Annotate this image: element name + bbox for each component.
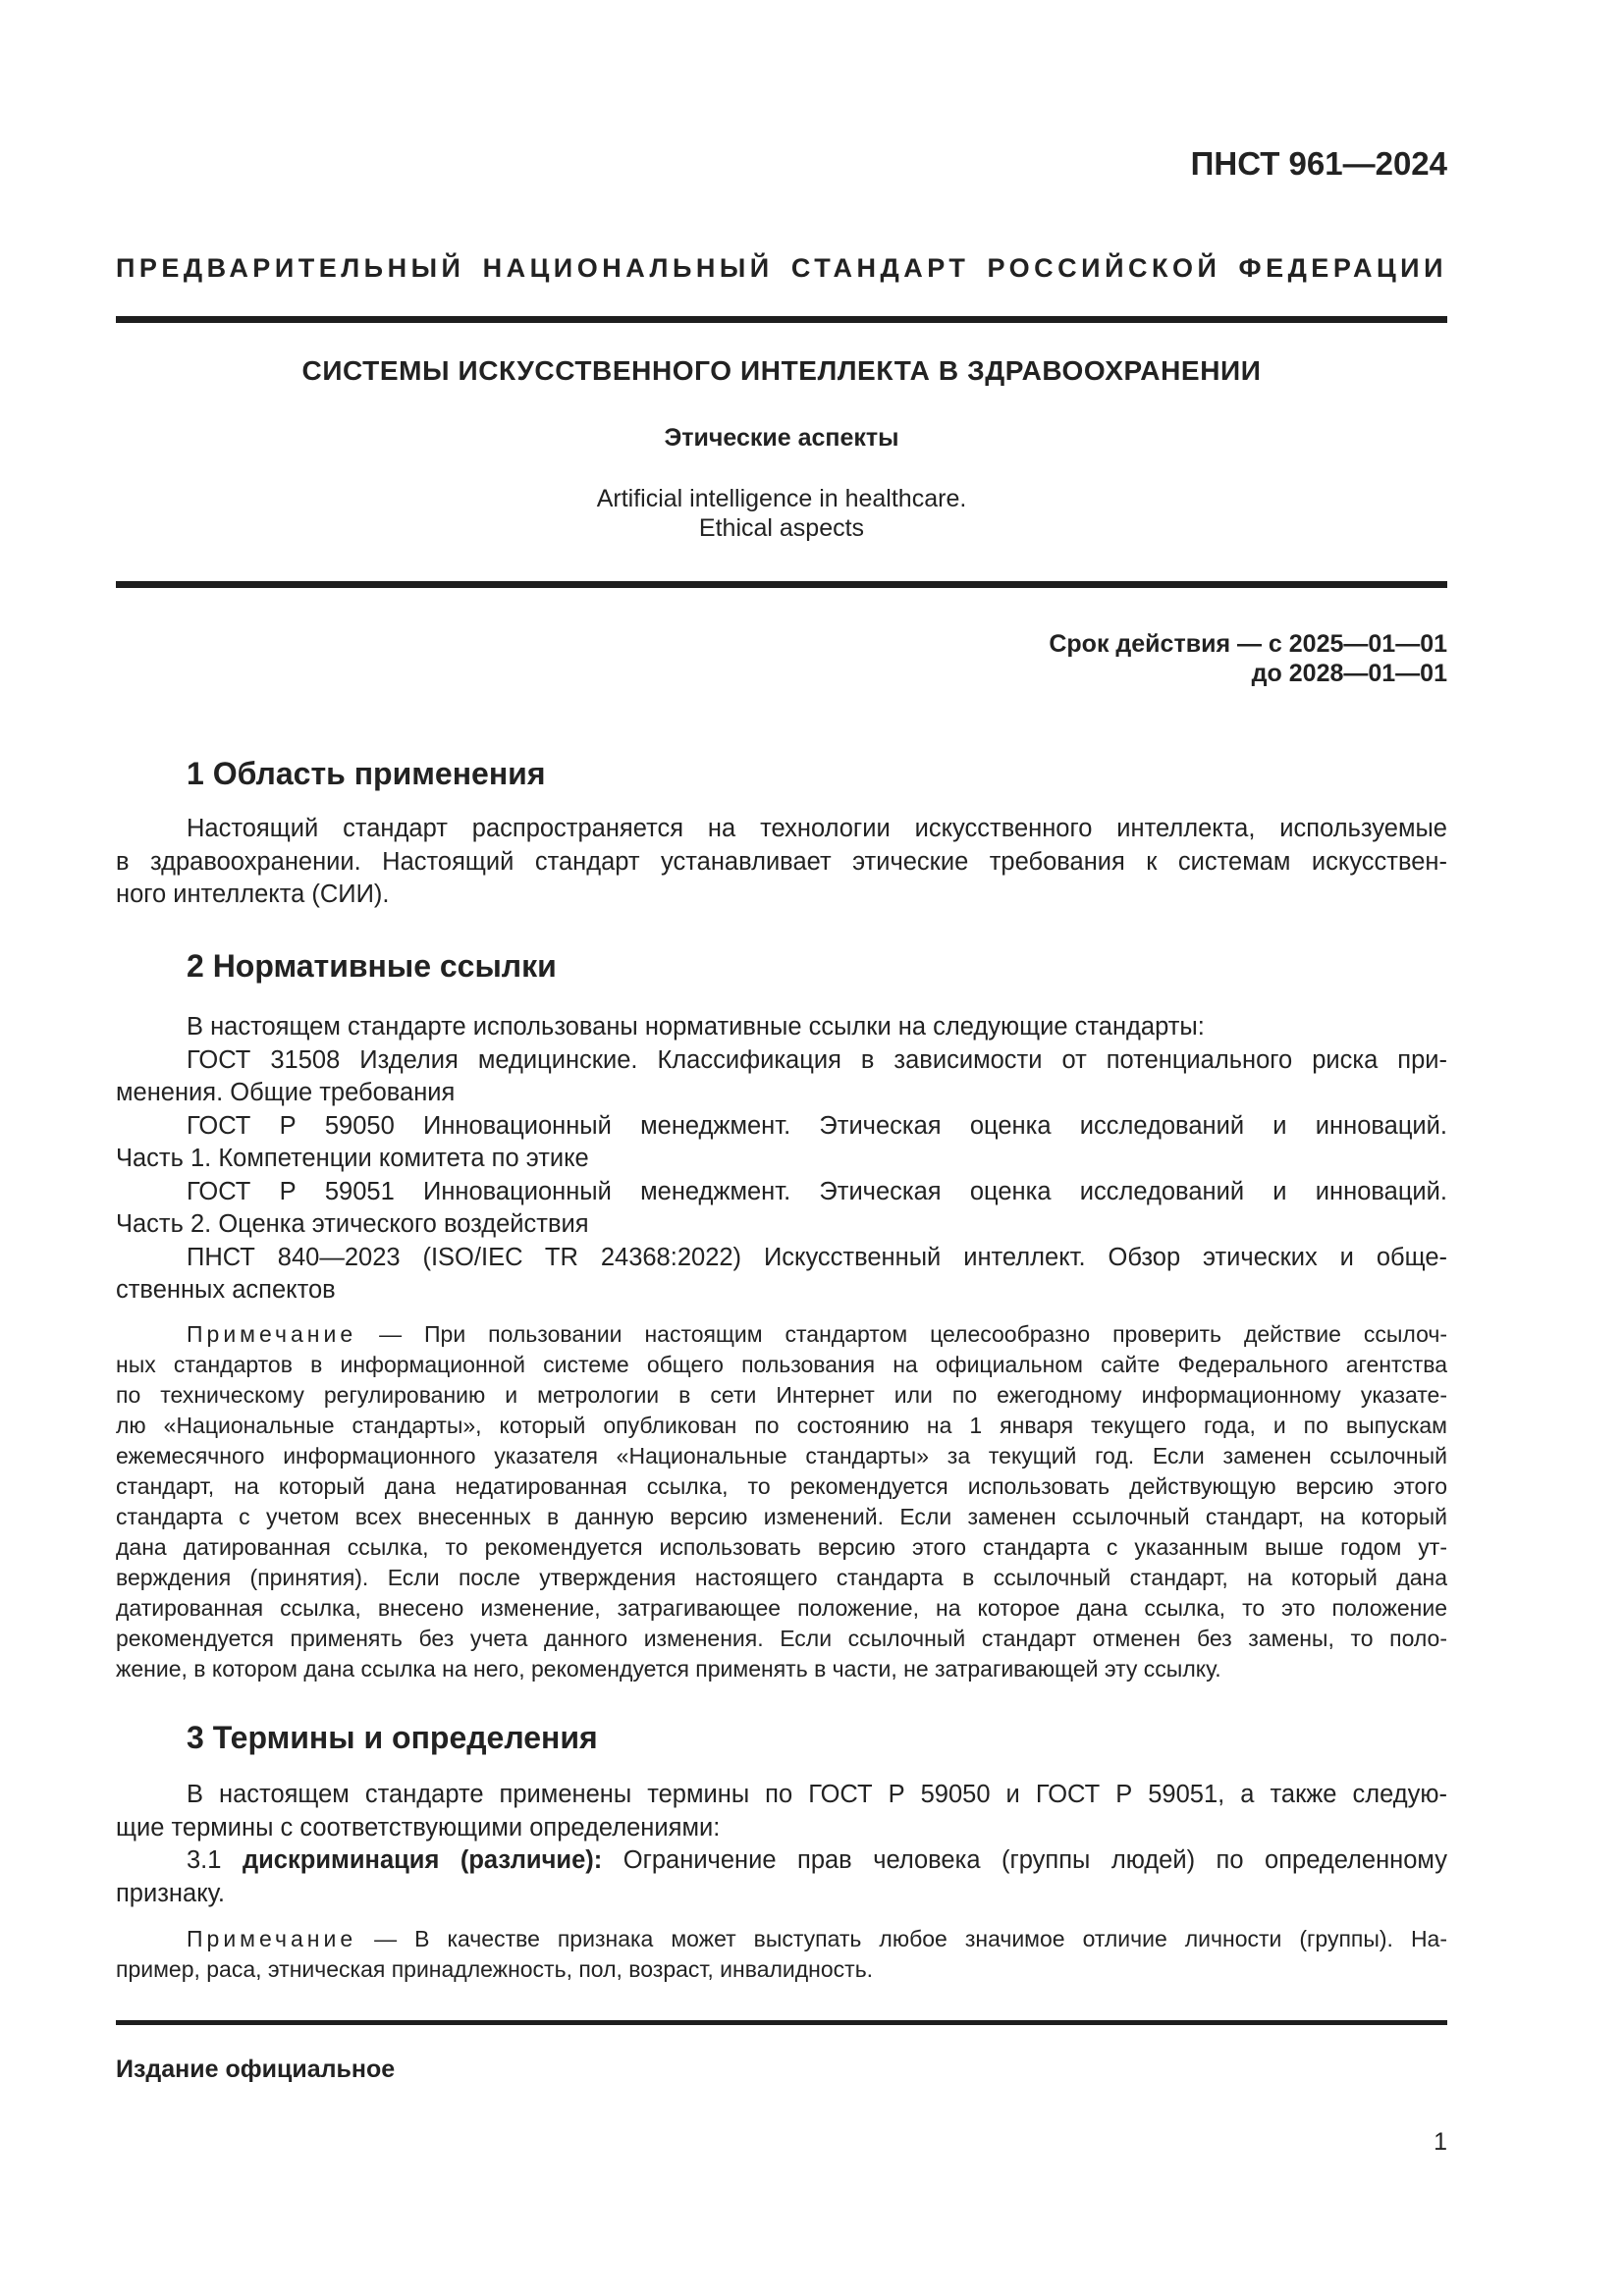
text-line: ГОСТ 31508 Изделия медицинские. Классификация в зависимости от потенциального риска при- <box>187 1045 1447 1074</box>
text-line: щие термины с соответствующими определениями: <box>116 1813 721 1842</box>
note-line: дана датированная ссылка, то рекомендуется использовать версию этого стандарта с указанным выше годом ут- <box>116 1534 1447 1560</box>
note-line: пример, раса, этническая принадлежность, пол, возраст, инвалидность. <box>116 1956 874 1982</box>
text-line: Часть 2. Оценка этического воздействия <box>116 1210 589 1238</box>
note-line: рекомендуется применять без учета данного изменения. Если ссылочный стандарт отменен без замены, то поло- <box>116 1626 1447 1651</box>
top-rule <box>116 316 1447 323</box>
title-en-line-1: Artificial intelligence in healthcare. <box>596 485 967 512</box>
section-2-note <box>116 1319 1447 1684</box>
note-label: Примечание <box>187 1926 357 1951</box>
page-number: 1 <box>1434 2128 1447 2156</box>
note-line: стандарт, на который дана недатированная ссылка, то рекомендуется использовать действующую версию этого <box>116 1473 1447 1499</box>
validity-from: Срок действия — с 2025—01—01 <box>1049 630 1447 658</box>
text-line: ственных аспектов <box>116 1276 336 1304</box>
text-line: Часть 1. Компетенции комитета по этике <box>116 1145 589 1172</box>
standard-type: ПРЕДВАРИТЕЛЬНЫЙ НАЦИОНАЛЬНЫЙ СТАНДАРТ РОССИЙСКОЙ ФЕДЕРАЦИИ <box>116 253 1447 283</box>
text-line: ного интеллекта (СИИ). <box>116 881 390 908</box>
note-text: — При пользовании настоящим стандартом целесообразно проверить действие ссылоч- <box>356 1321 1447 1347</box>
section-3-heading: 3 Термины и определения <box>187 1720 598 1755</box>
note-line: лю «Национальные стандарты», который опубликован по состоянию на 1 января текущего года, и по выпускам <box>116 1413 1447 1438</box>
section-3-note <box>116 1924 1447 1985</box>
term-definition: Ограничение прав человека (группы людей) по определенному <box>623 1846 1448 1874</box>
term-line <box>116 1844 1447 1878</box>
note-line <box>116 1924 1447 1954</box>
edition-label: Издание официальное <box>116 2056 396 2083</box>
title-rule <box>116 581 1447 588</box>
standard-number: ПНСТ 961—2024 <box>1190 145 1447 182</box>
section-3-text <box>116 1779 1447 1910</box>
note-line <box>116 1319 1447 1350</box>
note-label: Примечание <box>187 1321 357 1347</box>
note-line: по техническому регулированию и метрологии в сети Интернет или по ежегодному информационному указате- <box>116 1382 1447 1408</box>
document-title: СИСТЕМЫ ИСКУССТВЕННОГО ИНТЕЛЛЕКТА В ЗДРАВООХРАНЕНИИ <box>301 355 1262 386</box>
text-line: ПНСТ 840—2023 (ISO/IEC TR 24368:2022) Искусственный интеллект. Обзор этических и обще- <box>187 1243 1447 1271</box>
text-line: менения. Общие требования <box>116 1079 456 1106</box>
section-1-heading: 1 Область применения <box>187 756 546 791</box>
note-line: ных стандартов в информационной системе общего пользования на официальном сайте Федерального агентства <box>116 1352 1447 1377</box>
text-line: ГОСТ Р 59050 Инновационный менеджмент. Этическая оценка исследований и инноваций. <box>187 1111 1447 1140</box>
note-line: верждения (принятия). Если после утверждения настоящего стандарта в ссылочный стандарт, на который дана <box>116 1565 1447 1590</box>
text-line: В настоящем стандарте применены термины по ГОСТ Р 59050 и ГОСТ Р 59051, а также следую- <box>187 1781 1447 1808</box>
footer-rule <box>116 2020 1447 2025</box>
document-subtitle: Этические аспекты <box>664 424 899 452</box>
text-line: признаку. <box>116 1879 225 1907</box>
section-1-text <box>116 813 1447 912</box>
text-line: В настоящем стандарте использованы нормативные ссылки на следующие стандарты: <box>187 1013 1205 1041</box>
text-line: ГОСТ Р 59051 Инновационный менеджмент. Этическая оценка исследований и инноваций. <box>187 1177 1447 1205</box>
note-text: — В качестве признака может выступать любое значимое отличие личности (группы). На- <box>356 1926 1447 1951</box>
note-line: стандарта с учетом всех внесенных в данную версию изменений. Если заменен ссылочный стандарт, на который <box>116 1504 1447 1529</box>
title-en-line-2: Ethical aspects <box>698 514 865 542</box>
validity-to: до 2028—01—01 <box>1251 660 1447 687</box>
note-line: жение, в котором дана ссылка на него, рекомендуется применять в части, не затрагивающей эту ссылку. <box>116 1656 1221 1682</box>
text-line: в здравоохранении. Настоящий стандарт устанавливает этические требования к системам искусствен- <box>116 847 1447 876</box>
note-line: датированная ссылка, внесено изменение, затрагивающее положение, на которое дана ссылка, то это положение <box>116 1595 1447 1621</box>
note-line: ежемесячного информационного указателя «Национальные стандарты» за текущий год. Если заменен ссылочный <box>116 1443 1447 1468</box>
term-name: дискриминация (различие): <box>242 1846 603 1874</box>
section-2-heading: 2 Нормативные ссылки <box>187 948 557 984</box>
term-number: 3.1 <box>187 1846 222 1874</box>
section-2-text <box>116 1011 1447 1308</box>
text-line: Настоящий стандарт распространяется на технологии искусственного интеллекта, используемые <box>187 815 1447 842</box>
